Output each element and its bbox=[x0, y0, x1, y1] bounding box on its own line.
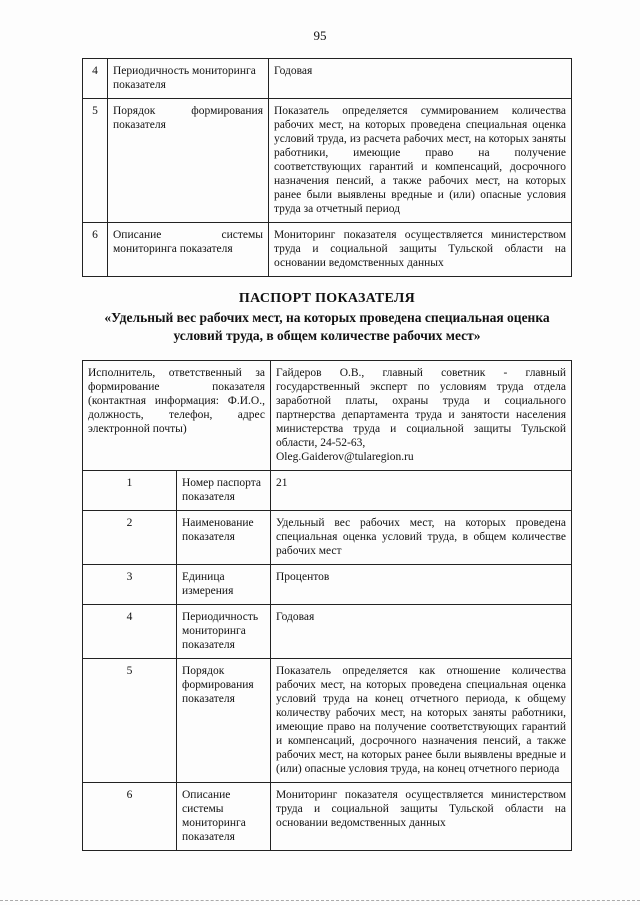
row-number: 4 bbox=[83, 605, 177, 659]
row-label: Описание системы мониторинга показателя bbox=[108, 223, 269, 277]
row-value: Годовая bbox=[271, 605, 572, 659]
row-number: 1 bbox=[83, 471, 177, 511]
row-number: 3 bbox=[83, 565, 177, 605]
row-value: Годовая bbox=[269, 59, 572, 99]
table-row bbox=[83, 659, 572, 783]
row-number: 6 bbox=[83, 223, 108, 277]
scan-edge-line bbox=[0, 900, 640, 903]
table-row bbox=[83, 471, 572, 511]
row-value: 21 bbox=[271, 471, 572, 511]
table-row bbox=[83, 783, 572, 851]
row-label: Описание системы мониторинга показателя bbox=[177, 783, 271, 851]
table-row bbox=[83, 99, 572, 223]
row-number: 5 bbox=[83, 659, 177, 783]
row-value: Показатель определяется суммированием количества рабочих мест, на которых проведена специальная оценка условий труда, из расчета рабочих мест, на которых заняты работники, имеющие право на получение соответствующих гарантий и компенсаций, досрочного назначения пенсий, а также рабочих мест, на которых ранее были выявлены вредные и (или) опасные условия труда за отчетный период bbox=[269, 99, 572, 223]
executor-contact: Гайдеров О.В., главный советник - главный государственный эксперт по условиям труда отдела заработной платы, охраны труда и социального партнерства департамента труда и занятости населения министерства труда и социальной защиты Тульской области, 24-52-63, bbox=[276, 367, 566, 449]
executor-value bbox=[271, 361, 572, 471]
row-number: 4 bbox=[83, 59, 108, 99]
row-value: Мониторинг показателя осуществляется министерством труда и социальной защиты Тульской области на основании ведомственных данных bbox=[271, 783, 572, 851]
row-label: Порядок формирования показателя bbox=[108, 99, 269, 223]
row-value: Показатель определяется как отношение количества рабочих мест, на которых проведена специальная оценка условий труда на конец отчетного периода, к общему количеству рабочих мест, на которых заняты работники, имеющие право на получение соответствующих гарантий и компенсаций, досрочного назначения пенсий, а также рабочих мест, на которых ранее были выявлены вредные и (или) опасные условия труда, на конец отчетного периода bbox=[271, 659, 572, 783]
table-row bbox=[83, 59, 572, 99]
passport-title: ПАСПОРТ ПОКАЗАТЕЛЯ bbox=[238, 291, 416, 306]
page-number: 95 bbox=[313, 28, 327, 43]
passport-heading bbox=[82, 290, 572, 345]
row-label: Наименование показателя bbox=[177, 511, 271, 565]
table-row bbox=[83, 565, 572, 605]
row-label: Номер паспорта показателя bbox=[177, 471, 271, 511]
row-number: 5 bbox=[83, 99, 108, 223]
row-value: Мониторинг показателя осуществляется министерством труда и социальной защиты Тульской области на основании ведомственных данных bbox=[269, 223, 572, 277]
table-row bbox=[83, 511, 572, 565]
row-number: 2 bbox=[83, 511, 177, 565]
passport-table bbox=[82, 360, 572, 851]
executor-label: Исполнитель, ответственный за формирование показателя (контактная информация: Ф.И.О., должность, телефон, адрес электронной почты) bbox=[83, 361, 271, 471]
row-value: Удельный вес рабочих мест, на которых проведена специальная оценка условий труда, в общем количестве рабочих мест bbox=[271, 511, 572, 565]
indicator-table-continued bbox=[82, 58, 572, 277]
table-row bbox=[83, 605, 572, 659]
passport-indicator-name: «Удельный вес рабочих мест, на которых проведена специальная оценка условий труда, в общем количестве рабочих мест» bbox=[104, 310, 550, 343]
executor-email: Oleg.Gaiderov@tularegion.ru bbox=[276, 451, 414, 463]
executor-row bbox=[83, 361, 572, 471]
row-label: Периодичность мониторинга показателя bbox=[108, 59, 269, 99]
row-label: Единица измерения bbox=[177, 565, 271, 605]
row-value: Процентов bbox=[271, 565, 572, 605]
table-row bbox=[83, 223, 572, 277]
row-number: 6 bbox=[83, 783, 177, 851]
row-label: Порядок формирования показателя bbox=[177, 659, 271, 783]
row-label: Периодичность мониторинга показателя bbox=[177, 605, 271, 659]
